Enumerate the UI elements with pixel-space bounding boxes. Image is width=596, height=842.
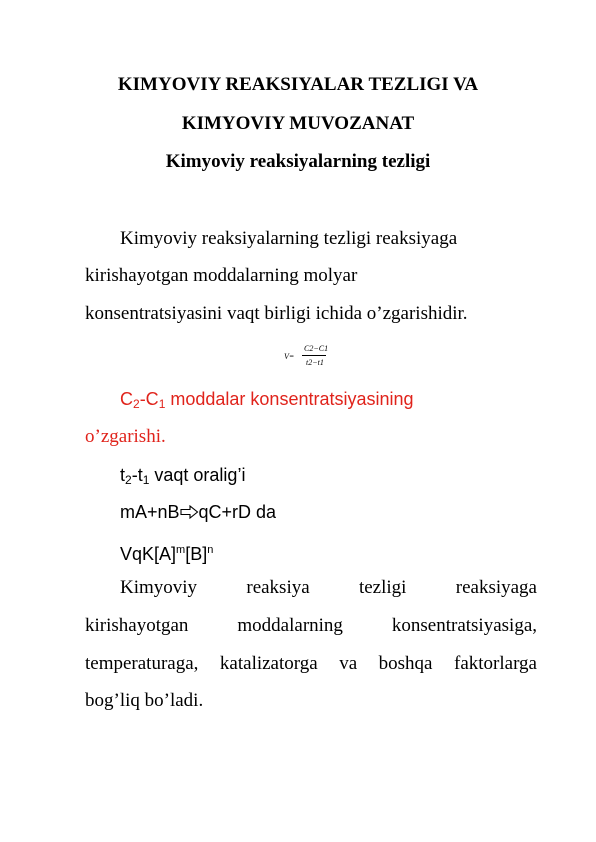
rate-law-b-term: [B] — [185, 544, 208, 564]
section-subtitle: Kimyoviy reaksiyalarning tezligi — [165, 151, 431, 172]
time-interval-text: vaqt oralig’i — [149, 465, 246, 485]
definition-line2: kirishayotgan moddalarning molyar — [85, 265, 358, 286]
definition-line1: Kimyoviy reaksiyalarning tezligi reaksiyaga — [120, 228, 458, 249]
time-interval-line — [120, 464, 245, 491]
conclusion-line1: Kimyoviy reaksiya tezligi reaksiyaga — [120, 577, 537, 598]
conclusion-line3: temperaturaga, katalizatorga va boshqa faktorlarga — [85, 653, 537, 674]
t2-subscript: 2 — [125, 473, 132, 487]
t1-symbol: -t — [131, 465, 143, 485]
exponent-m: m — [176, 544, 186, 556]
reaction-equation — [120, 501, 276, 523]
c1-subscript: 1 — [158, 397, 166, 411]
concentration-change-text: moddalar konsentratsiyasining — [165, 389, 414, 409]
rate-law-equation — [120, 539, 213, 565]
rate-formula — [284, 342, 344, 374]
right-arrow-icon — [180, 505, 199, 519]
c2-symbol: C — [120, 389, 133, 409]
main-title-line2: KIMYOVIY MUVOZANAT — [181, 113, 415, 134]
reactants: mA+nB — [120, 502, 180, 522]
main-title-line1: KIMYOVIY REAKSIYALAR TEZLIGI VA — [117, 74, 479, 95]
c1-symbol: -C — [139, 389, 159, 409]
formula-lhs: V= — [284, 352, 295, 361]
conclusion-line4: bog’liq bo’ladi. — [85, 690, 204, 711]
t1-subscript: 1 — [142, 473, 150, 487]
fraction-bar — [302, 355, 326, 356]
exponent-n: n — [207, 544, 214, 556]
t2-symbol: t — [120, 465, 126, 485]
definition-line3: konsentratsiyasini vaqt birligi ichida o’zgarishidir. — [85, 303, 468, 324]
rate-law-prefix: VqK[A] — [120, 544, 177, 564]
formula-denominator: t2−t1 — [306, 358, 324, 367]
concentration-change-line1 — [120, 388, 414, 415]
concentration-change-line2: o’zgarishi. — [85, 426, 166, 447]
products: qC+rD da — [198, 502, 277, 522]
c2-subscript: 2 — [133, 397, 140, 411]
formula-numerator: C2−C1 — [304, 344, 329, 353]
conclusion-line2: kirishayotgan moddalarning konsentratsiyasiga, — [85, 615, 537, 636]
